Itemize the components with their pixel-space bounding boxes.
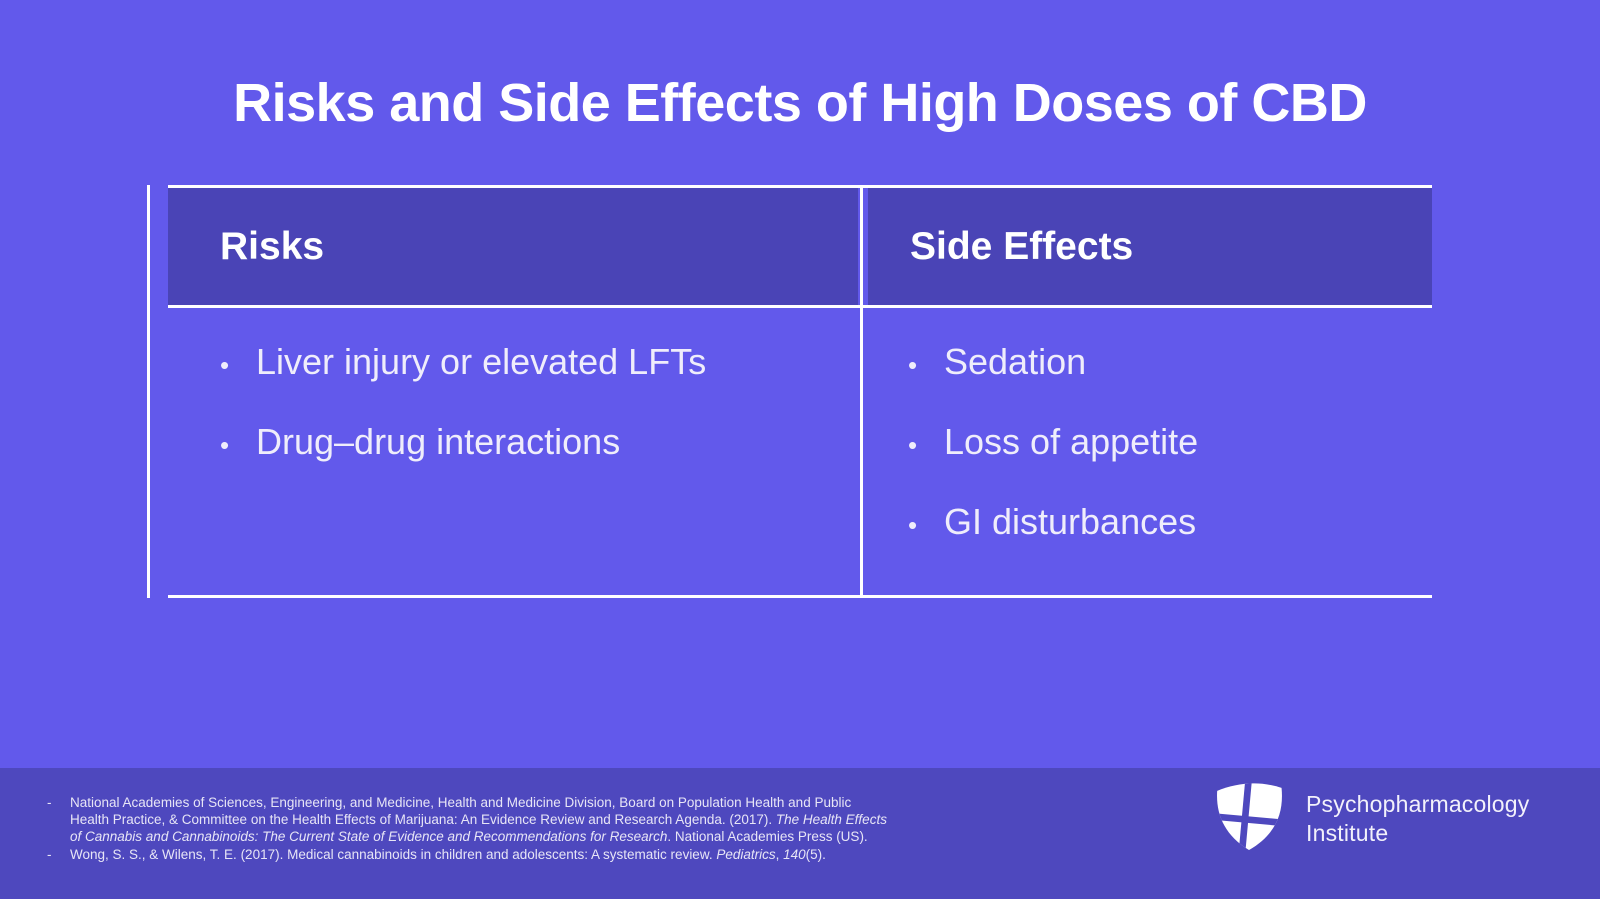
risk-item-label: Drug–drug interactions xyxy=(256,421,621,462)
risk-item-label: Liver injury or elevated LFTs xyxy=(256,341,707,382)
table-header-divider xyxy=(168,305,1432,308)
side-effect-item-label: Sedation xyxy=(944,341,1087,382)
footer-band xyxy=(0,768,1600,899)
bullet-icon: • xyxy=(220,350,230,380)
shield-cross-icon xyxy=(1212,779,1286,853)
side-effect-item-label: GI disturbances xyxy=(944,501,1197,542)
list-item xyxy=(220,340,840,387)
risks-side-effects-table xyxy=(168,185,1432,598)
citations-list xyxy=(45,794,985,863)
side-effects-header-cell xyxy=(868,188,1432,305)
side-effects-list xyxy=(908,340,1418,580)
slide-title: Risks and Side Effects of High Doses of CBD xyxy=(233,73,1367,133)
list-item xyxy=(220,420,840,467)
risks-header-label: Risks xyxy=(220,224,325,268)
risks-header-cell xyxy=(168,188,858,305)
psychopharmacology-institute-logo xyxy=(1212,779,1530,853)
citation-item: - National Academies of Sciences, Engineering, and Medicine, Health and Medicine Division, Board on Population Health and Public Health Practice, & Committee on the Health Effects of Marijuana: An Evidence Review and Research Agenda. (2017). The Health Effects of Cannabis and Cannabinoids: The Current State of Evidence and Recommendations for Research. National Academies Press (US). xyxy=(45,794,985,846)
table-bottom-border xyxy=(168,595,1432,598)
list-item xyxy=(908,500,1418,547)
table-left-rule xyxy=(147,185,150,598)
table-column-divider xyxy=(860,185,863,598)
list-item xyxy=(908,340,1418,387)
bullet-icon: • xyxy=(220,430,230,460)
bullet-icon: • xyxy=(908,510,918,540)
logo-line-2: Institute xyxy=(1306,820,1389,846)
side-effect-item-label: Loss of appetite xyxy=(944,421,1199,462)
citation-item: - Wong, S. S., & Wilens, T. E. (2017). Medical cannabinoids in children and adolescents: A systematic review. Pediatrics, 140(5). xyxy=(45,846,985,863)
bullet-icon: • xyxy=(908,430,918,460)
logo-line-1: Psychopharmacology xyxy=(1306,791,1530,817)
side-effects-header-label: Side Effects xyxy=(910,224,1134,268)
bullet-icon: • xyxy=(908,350,918,380)
list-item xyxy=(908,420,1418,467)
risks-list xyxy=(220,340,840,500)
logo-wordmark xyxy=(1306,779,1530,848)
